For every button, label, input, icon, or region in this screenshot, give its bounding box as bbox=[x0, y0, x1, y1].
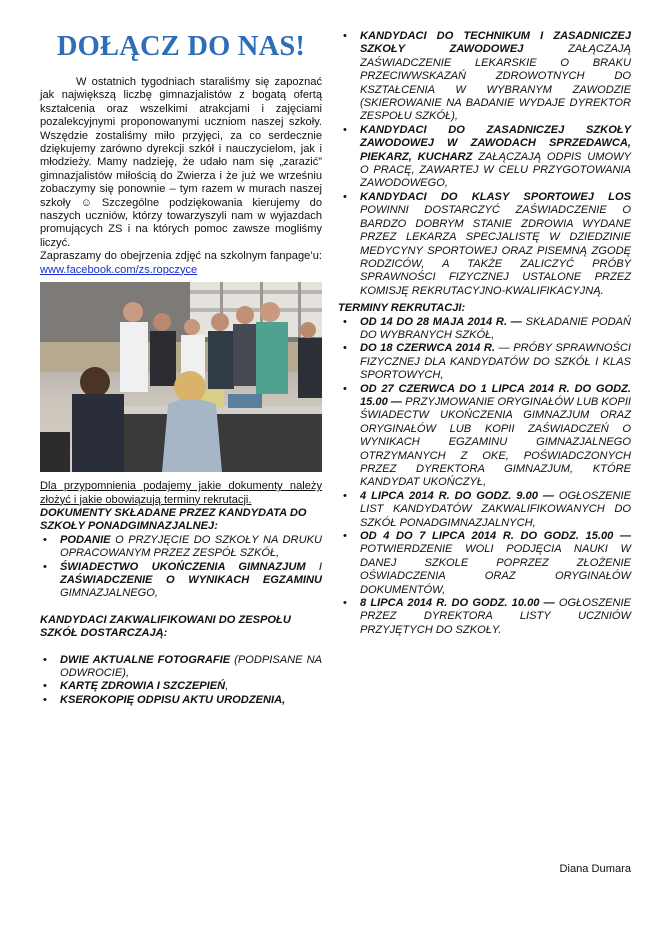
bullet-icon: • bbox=[343, 30, 347, 42]
list-item bbox=[340, 316, 631, 343]
terms-list bbox=[340, 316, 631, 638]
list-item bbox=[340, 490, 631, 530]
list-item bbox=[40, 654, 322, 681]
intro-paragraph: W ostatnich tygodniach staraliśmy się zapoznać jak największą liczbę gimnazjalistów z bogatą ofertą kształcenia oraz wszelkimi atrakcjami i zajęciami pozalekcyjnymi proponowanymi uczniom naszej szkoły. Wszędzie zostaliśmy miło przyjęci, za co serdecznie dziękujemy zarówno dyrekcji szkół i nauczycielom, jak i młodzieży. Mamy nadzieję, że udało nam się „zarazić” gimnazjalistów miłością do Zwierza i że już we wrześniu zobaczymy się ponownie – tym razem w murach naszej szkoły ☺ Szczególne podziękowania kierujemy do naszych uczniów, którzy towarzyszyli nam w wyjazdach promujących ZS i na których pomoc zawsze mogliśmy liczyć. bbox=[40, 76, 322, 249]
docs-list bbox=[40, 534, 322, 601]
item-text: , bbox=[225, 680, 229, 693]
bullet-icon: • bbox=[43, 533, 47, 546]
terms-heading: TERMINY REKRUTACJI: bbox=[338, 302, 466, 315]
bullet-icon: • bbox=[43, 653, 47, 666]
item-text: — PRÓBY SPRAWNOŚCI FIZYCZNEJ DLA KANDYDATÓW DO SZKÓŁ I KLAS SPORTOWYCH, bbox=[360, 342, 631, 382]
list-item bbox=[340, 530, 631, 597]
bullet-icon: • bbox=[343, 315, 347, 328]
item-text: O PRZYJĘCIE DO SZKOŁY NA DRUKU OPRACOWANYM PRZEZ ZESPÓŁ SZKÓŁ, bbox=[60, 533, 322, 560]
item-bold-text: KSEROKOPIĘ ODPISU AKTU URODZENIA, bbox=[60, 693, 286, 706]
left-column bbox=[40, 30, 322, 707]
item-text: PRZYJMOWANIE ORYGINAŁÓW LUB KOPII ŚWIADECTW UKOŃCZENIA GIMNAZJUM ORAZ ORYGINAŁÓW LUB KOPII ZAŚWIADCZEŃ O WYNIKACH EGZAMINU GIMNAZJALNEGO OTRZYMANYCH Z OKE, POŚWIADCZONYCH PRZEZ DYREKTORA GIMNAZJUM, KTÓRE KANDYDAT UKOŃCZYŁ, bbox=[360, 395, 631, 489]
bullet-icon: • bbox=[343, 123, 347, 136]
item-text: ZAŁĄCZAJĄ ZAŚWIADCZENIE LEKARSKIE O BRAKU PRZECIWWSKAZAŃ ZDROWOTNYCH DO KSZTAŁCENIA W WYBRANYM ZAWODZIE (SKIEROWANIE NA BADANIE WYDAJE DYREKTOR ZESPOŁU SZKÓŁ), bbox=[360, 43, 631, 123]
item-text: POWINNI DOSTARCZYĆ ZAŚWIADCZENIE O BARDZO DOBRYM STANIE ZDROWIA WYDANE PRZEZ LEKARZA SPECJALISTĘ W DZIEDZINIE MEDYCYNY SPORTOWEJ ORAZ PISEMNĄ ZGODĘ RODZICÓW, A TAKŻE ZALICZYĆ PRÓBY SPRAWNOŚCI FIZYCZNEJ USTALONE PRZEZ KOMISJĘ REKRUTACYJNO-KWALIFIKACYJNĄ. bbox=[360, 204, 631, 297]
item-text: OGŁOSZENIE PRZEZ DYREKTORA LISTY UCZNIÓW PRZYJĘTYCH DO SZKOŁY. bbox=[360, 597, 631, 636]
qualified-heading: KANDYDACI ZAKWALIFIKOWANI DO ZESPOŁU SZKÓŁ DOSTARCZAJĄ: bbox=[40, 613, 291, 640]
bullet-icon: • bbox=[343, 382, 347, 395]
item-bold-text: ZAŚWIADCZENIE O WYNIKACH EGZAMINU bbox=[60, 573, 322, 586]
list-item bbox=[340, 124, 631, 191]
item-bold-text: PODANIE bbox=[60, 533, 111, 546]
item-bold-text: KARTĘ ZDROWIA I SZCZEPIEŃ bbox=[60, 680, 226, 693]
item-bold-text: OD 27 CZERWCA DO 1 LIPCA 2014 R. DO GODZ. 15.00 — bbox=[360, 382, 631, 408]
bullet-icon: • bbox=[343, 597, 347, 610]
bullet-icon: • bbox=[43, 693, 47, 706]
list-item bbox=[40, 534, 322, 561]
bullet-icon: • bbox=[343, 530, 347, 543]
page-title: DOŁĄCZ DO NAS! bbox=[56, 31, 306, 62]
fanpage-text: Zapraszamy do obejrzenia zdjęć na szkolnym fanpage’u: bbox=[40, 250, 322, 263]
list-item bbox=[40, 680, 322, 693]
bullet-icon: • bbox=[343, 342, 347, 355]
bullet-icon: • bbox=[343, 190, 347, 203]
item-text: OGŁOSZENIE LIST KANDYDATÓW ZAKWALIFIKOWANYCH DO SZKÓŁ PONADGIMNAZJALNYCH, bbox=[360, 489, 631, 529]
fanpage-link[interactable]: www.facebook.com/zs.ropczyce bbox=[40, 263, 198, 276]
list-item bbox=[40, 561, 322, 601]
item-bold-text: OD 14 DO 28 MAJA 2014 R. — bbox=[360, 315, 522, 328]
item-bold-text: KANDYDACI DO KLASY SPORTOWEJ LOS bbox=[360, 190, 631, 203]
spacer bbox=[40, 641, 322, 654]
item-bold-text: OD 4 DO 7 LIPCA 2014 R. DO GODZ. 15.00 — bbox=[360, 530, 631, 543]
fanpage-paragraph bbox=[40, 250, 322, 277]
list-item bbox=[340, 191, 631, 298]
item-bold-text: DO 18 CZERWCA 2014 R. bbox=[360, 342, 496, 355]
spacer bbox=[40, 601, 322, 614]
author-signature: Diana Dumara bbox=[559, 863, 631, 875]
right-column bbox=[340, 30, 631, 637]
list-item bbox=[340, 342, 631, 382]
candidates-list bbox=[340, 30, 631, 298]
item-text: (PODPISANE NA ODWROCIE), bbox=[60, 653, 322, 679]
item-bold-text: DWIE AKTUALNE FOTOGRAFIE bbox=[60, 653, 231, 666]
students-photo bbox=[40, 282, 322, 472]
item-text: I bbox=[305, 560, 322, 573]
item-text: ZAŁĄCZAJĄ ODPIS UMOWY O PRACĘ, ZAWARTEJ W CELU PRZYGOTOWANIA ZAWODOWEGO, bbox=[360, 150, 632, 190]
list-item bbox=[340, 30, 631, 124]
item-text: SKŁADANIE PODAŃ DO WYBRANYCH SZKÓŁ, bbox=[360, 315, 631, 341]
docs-heading: DOKUMENTY SKŁADANE PRZEZ KANDYDATA DO SZKOŁY PONADGIMNAZJALNEJ: bbox=[40, 506, 307, 533]
bullet-icon: • bbox=[43, 560, 47, 573]
item-bold-text: KANDYDACI DO TECHNIKUM I ZASADNICZEJ SZKOŁY ZAWODOWEJ bbox=[360, 30, 631, 56]
list-item bbox=[40, 694, 322, 707]
item-bold-text: 4 LIPCA 2014 R. DO GODZ. 9.00 — bbox=[360, 489, 554, 502]
qualified-list bbox=[40, 654, 322, 708]
item-bold-text: KANDYDACI DO ZASADNICZEJ SZKOŁY ZAWODOWEJ W ZAWODACH SPRZEDAWCA, PIEKARZ, KUCHARZ bbox=[360, 123, 631, 163]
item-text: GIMNAZJALNEGO, bbox=[60, 587, 159, 600]
reminder-text: Dla przypomnienia podajemy jakie dokumenty należy złożyć i jakie obowiązują terminy rekrutacji. bbox=[40, 480, 322, 506]
item-text: POTWIERDZENIE WOLI PODJĘCIA NAUKI W DANEJ SZKOLE POPRZEZ ZŁOŻENIE OŚWIADCZENIA ORAZ ORYGINAŁÓW DOKUMENTÓW, bbox=[360, 543, 631, 596]
bullet-icon: • bbox=[343, 489, 347, 502]
bullet-icon: • bbox=[43, 680, 47, 693]
item-bold-text: 8 LIPCA 2014 R. DO GODZ. 10.00 — bbox=[360, 597, 555, 610]
photo-illustration bbox=[40, 282, 322, 472]
item-bold-text: ŚWIADECTWO UKOŃCZENIA GIMNAZJUM bbox=[60, 560, 306, 573]
list-item bbox=[340, 597, 631, 637]
list-item bbox=[340, 383, 631, 490]
